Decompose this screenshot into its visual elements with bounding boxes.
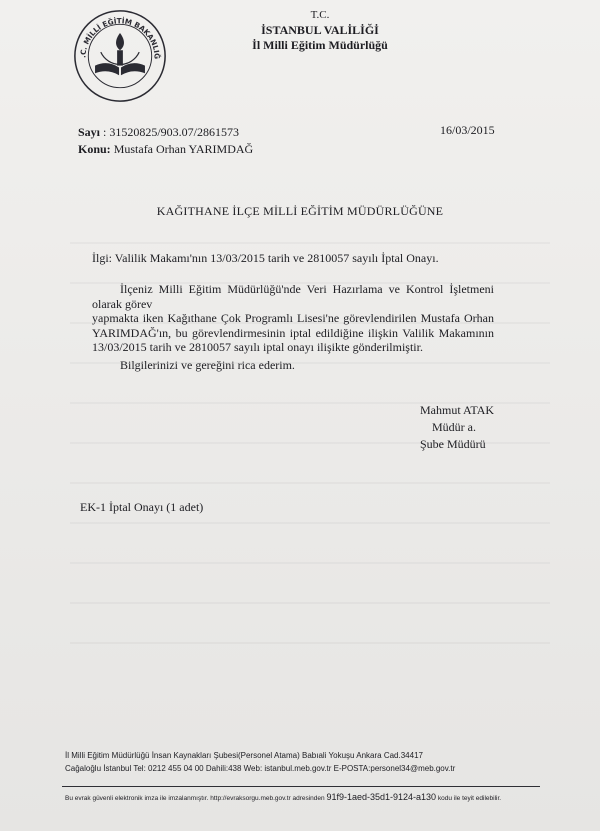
verify-code: 91f9-1aed-35d1-9124-a130: [326, 792, 437, 802]
letterhead-directorate: İl Milli Eğitim Müdürlüğü: [252, 38, 388, 52]
closing-line: Bilgilerinizi ve gereğini rica ederim.: [120, 358, 295, 372]
footer-address: [65, 749, 455, 775]
addressee: KAĞITHANE İLÇE MİLLİ EĞİTİM MÜDÜRLÜĞÜNE: [156, 204, 444, 218]
signatory-name: Mahmut ATAK: [420, 403, 495, 417]
footer-divider: [62, 786, 540, 787]
signatory-title: Müdür a.: [432, 420, 476, 434]
signatory-position: Şube Müdürü: [420, 437, 486, 451]
verify-prefix: Bu evrak güvenli elektronik imza ile imzalanmıştır. http://evraksorgu.meb.gov.tr adresinden: [65, 795, 325, 802]
sayi-value: : 31520825/903.07/2861573: [103, 125, 240, 139]
letterhead-country: T.C.: [310, 9, 330, 21]
footer-line-2: Cağaloğlu İstanbul Tel: 0212 455 04 00 Dahili:438 Web: istanbul.meb.gov.tr E-POSTA:personel34@meb.gov.tr: [65, 764, 456, 773]
footer-line-1: İl Milli Eğitim Müdürlüğü İnsan Kaynakları Şubesi(Personel Atama) Babıali Yokuşu Ankara Cad.34417: [65, 751, 423, 760]
konu-value: Mustafa Orhan YARIMDAĞ: [113, 142, 254, 156]
ministry-logo: [72, 8, 168, 104]
verify-suffix: kodu ile teyit edilebilir.: [437, 795, 502, 802]
logo-ring-text: .C. MİLLİ EĞİTİM BAKANLIĞ: [78, 16, 162, 60]
letterhead: [220, 8, 420, 53]
reference-block: [78, 124, 253, 158]
document-date: 16/03/2015: [440, 123, 495, 137]
attachment-line: EK-1 İptal Onayı (1 adet): [80, 500, 204, 514]
sayi-label: Sayı: [78, 125, 101, 139]
body-first-line: İlçeniz Milli Eğitim Müdürlüğü'nde Veri Hazırlama ve Kontrol İşletmeni olarak görev: [92, 282, 494, 311]
e-signature-note: [65, 792, 501, 802]
konu-label: Konu:: [78, 142, 111, 156]
svg-text:T.C. MİLLİ EĞİTİM BAKANLIĞI: [72, 8, 162, 59]
letter-body: [92, 282, 494, 355]
letterhead-governorship: İSTANBUL VALİLİĞİ: [261, 23, 379, 37]
signature-block: [420, 402, 494, 453]
reference-line: İlgi: Valilik Makamı'nın 13/03/2015 tarih ve 2810057 sayılı İptal Onayı.: [92, 251, 439, 265]
body-continuation: yapmakta iken Kağıthane Çok Programlı Lisesi'ne görevlendirilen Mustafa Orhan YARIMDAĞ'ın, bu görevlendirmesinin iptal edildiğine ilişkin Valilik Makamının 13/03/2015 tarih ve 2810057 sayılı iptal onayı ilişikte gönderilmiştir.: [92, 311, 494, 354]
